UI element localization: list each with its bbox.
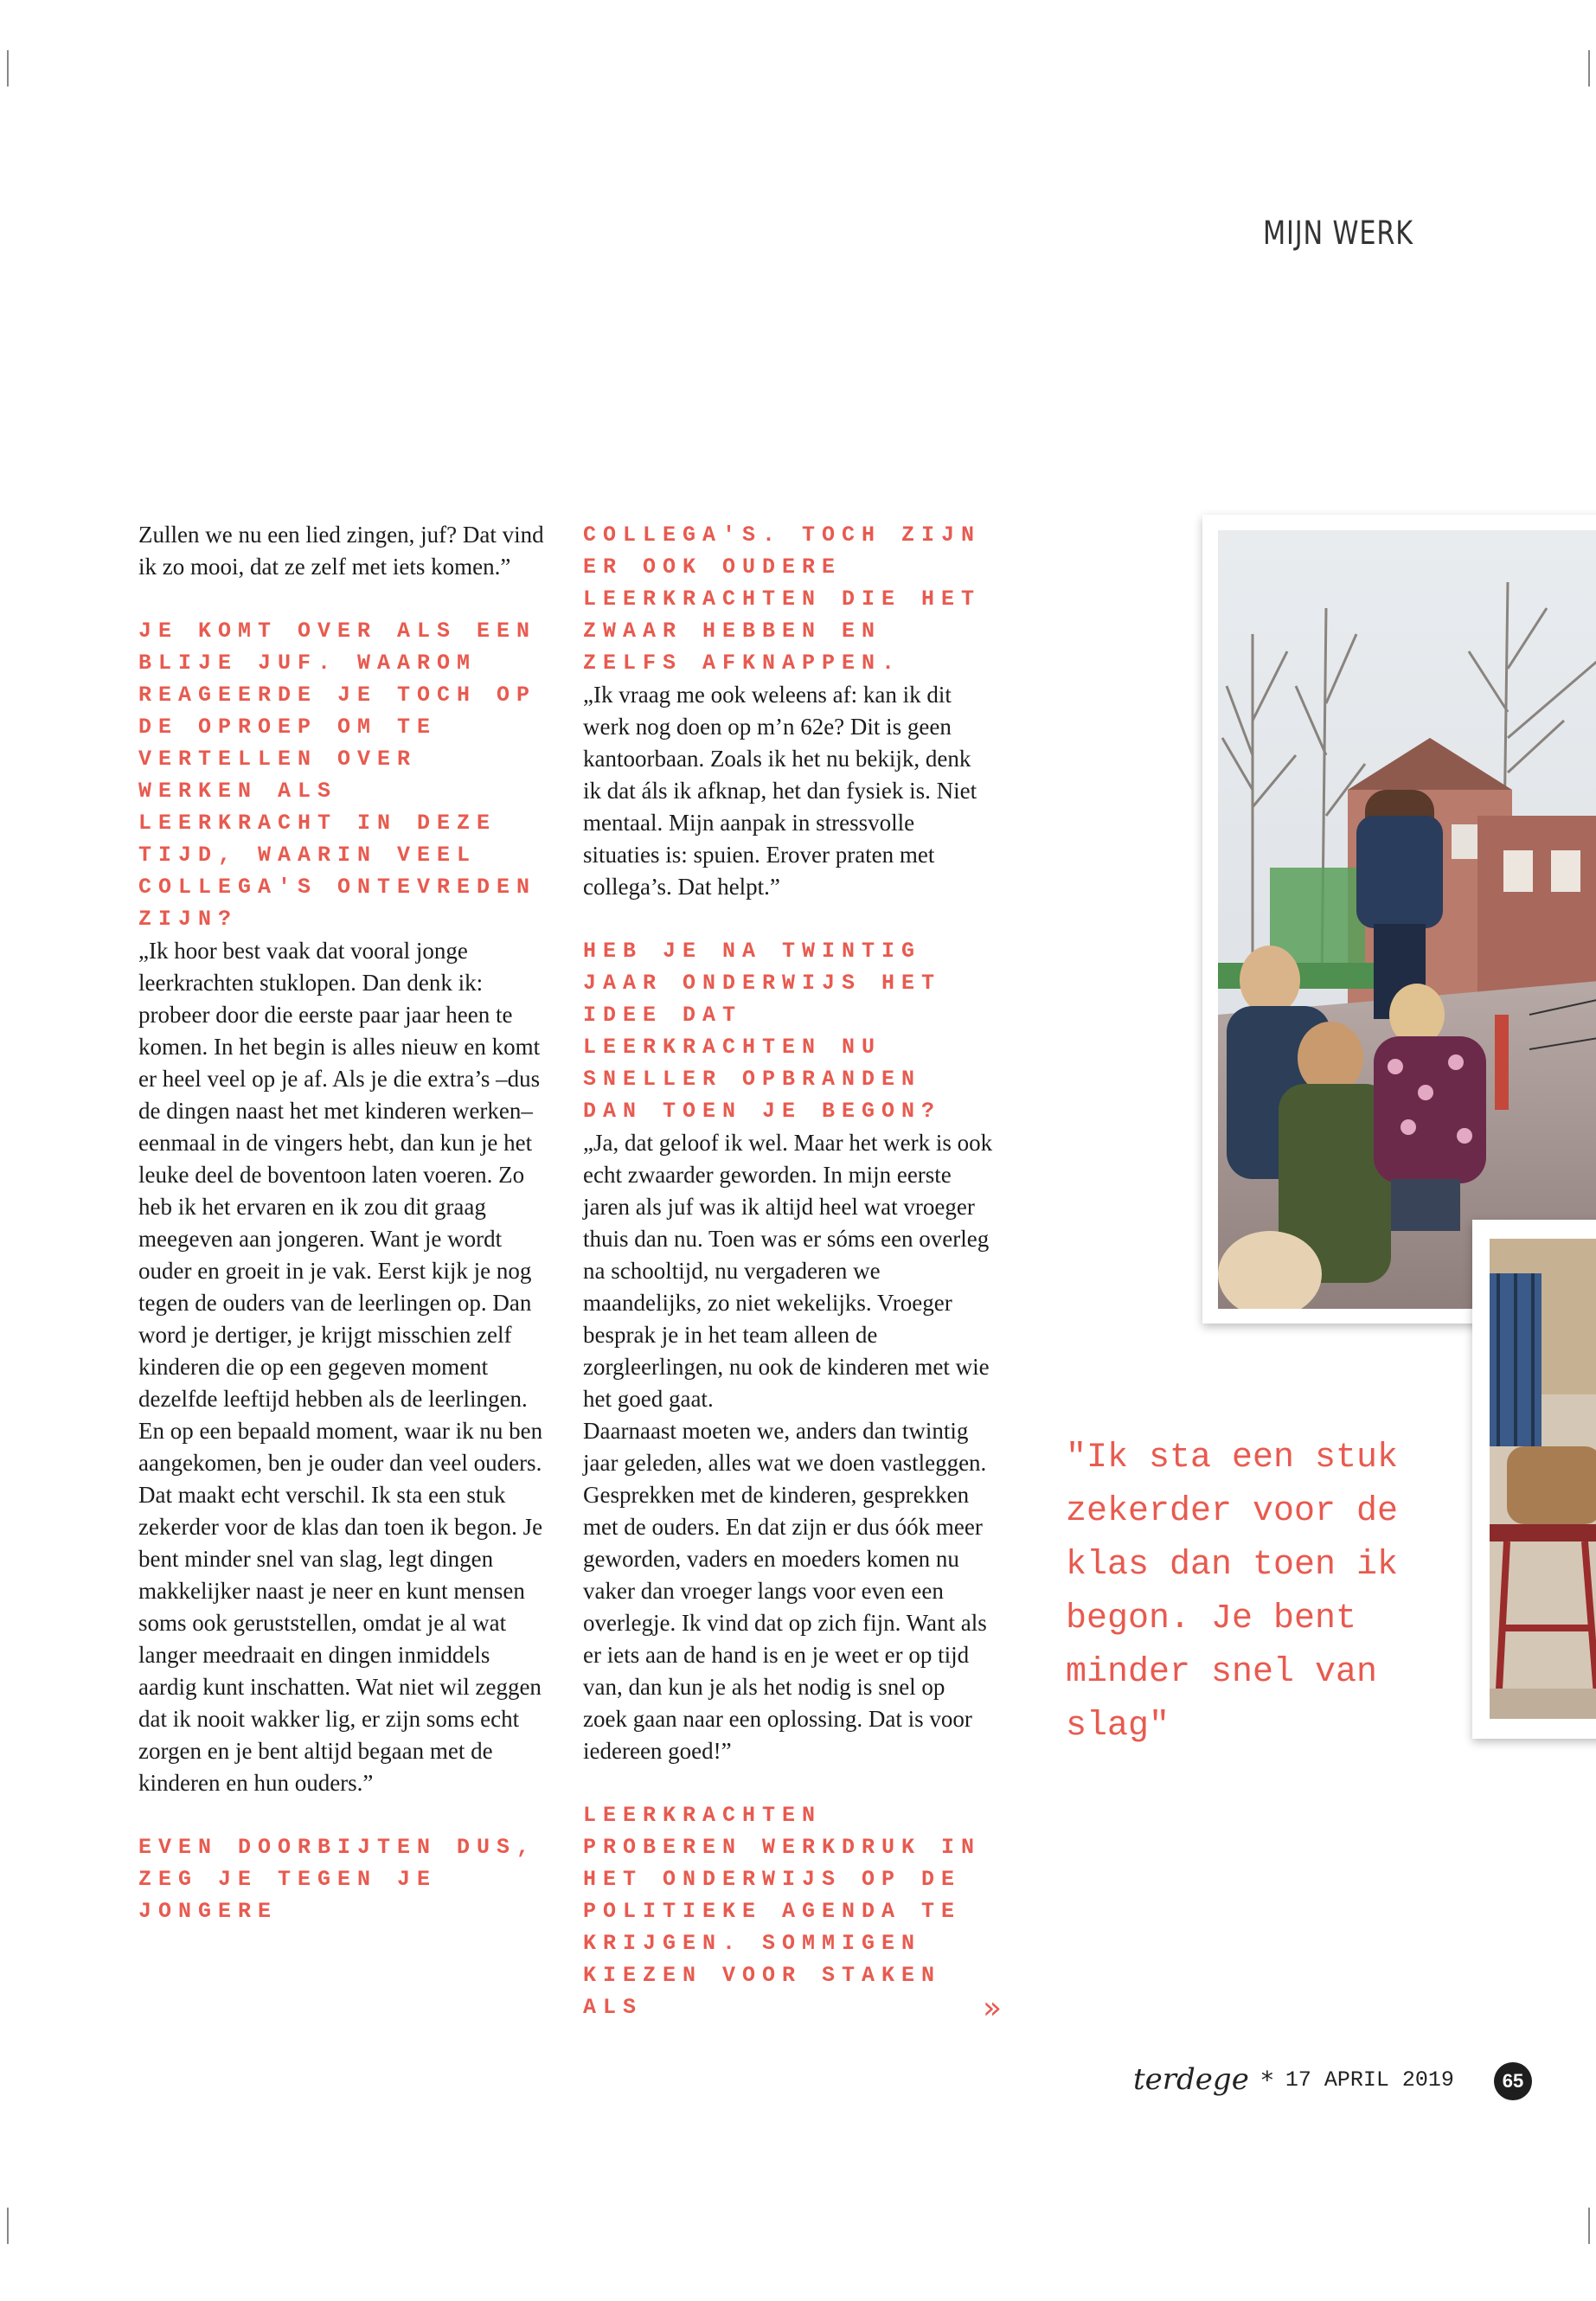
crop-mark-bottom-left <box>7 2208 9 2244</box>
article-column-2 <box>583 519 994 2023</box>
schoolyard-illustration <box>1218 530 1596 1309</box>
magazine-brand: terdege <box>1133 2062 1249 2097</box>
classroom-illustration <box>1490 1239 1596 1719</box>
paragraph-gap <box>583 1767 994 1799</box>
crop-mark-top-left <box>7 50 9 87</box>
crop-mark-top-right <box>1588 50 1590 87</box>
page-number: 65 <box>1494 2062 1532 2100</box>
interview-question: LEERKRACHTEN PROBEREN WERKDRUK IN HET ONDERWIJS OP DE POLITIEKE AGENDA TE KRIJGEN. SOMMIGEN KIEZEN VOOR STAKEN ALS <box>583 1803 982 2020</box>
body-paragraph: „Ja, dat geloof ik wel. Maar het werk is ook echt zwaarder geworden. In mijn eerste jaren als juf was ik altijd heel wat vroeger thuis dan nu. Toen was er sóms een overleg na schooltijd, nu vergaderen we maandelijks, zo niet wekelijks. Vroeger besprak je in het team alleen de zorgleerlingen, nu ook de kinderen met wie het goed gaat. <box>583 1130 993 1412</box>
paragraph-gap <box>138 583 545 615</box>
photo-schoolyard <box>1202 515 1596 1324</box>
interview-question: HEB JE NA TWINTIG JAAR ONDERWIJS HET IDEE DAT LEERKRACHTEN NU SNELLER OPBRANDEN DAN TOEN JE BEGON? <box>583 939 942 1124</box>
paragraph-gap <box>138 1799 545 1831</box>
article-column-1 <box>138 519 545 1927</box>
interview-question: COLLEGA'S. TOCH ZIJN ER OOK OUDERE LEERKRACHTEN DIE HET ZWAAR HEBBEN EN ZELFS AFKNAPPEN. <box>583 522 982 676</box>
crop-mark-bottom-right <box>1588 2208 1590 2244</box>
pull-quote: "Ik sta een stuk zekerder voor de klas dan toen ik begon. Je bent minder snel van slag" <box>1066 1439 1399 1746</box>
paragraph-gap <box>583 903 994 935</box>
issue-date: 17 APRIL 2019 <box>1285 2067 1454 2093</box>
page-footer <box>1133 2062 1454 2097</box>
photo-classroom <box>1472 1220 1596 1739</box>
interview-question: JE KOMT OVER ALS EEN BLIJE JUF. WAAROM REAGEERDE JE TOCH OP DE OPROEP OM TE VERTELLEN OVER WERKEN ALS LEERKRACHT IN DEZE TIJD, WAARIN VEEL COLLEGA'S ONTEVREDEN ZIJN? <box>138 619 537 932</box>
body-paragraph: „Ik vraag me ook weleens af: kan ik dit werk nog doen op m’n 62e? Dit is geen kantoorbaan. Zoals ik het nu bekijk, denk ik dat áls ik afknap, het dan fysiek is. Niet mentaal. Mijn aanpak in stressvolle situaties is: spuien. Erover praten met collega’s. Dat helpt.” <box>583 682 977 900</box>
body-paragraph: Zullen we nu een lied zingen, juf? Dat vind ik zo mooi, dat ze zelf met iets komen.” <box>138 522 544 580</box>
section-title: MIJN WERK <box>1263 215 1413 252</box>
body-paragraph: Daarnaast moeten we, anders dan twintig jaar geleden, alles wat we doen vastleggen. Gesprekken met de kinderen, gesprekken met de ouders. En dat zijn er dus óók meer geworden, vaders en moeders komen nu vaker dan vroeger langs voor even een overlegje. Ik vind dat op zich fijn. Want als er iets aan de hand is en je weet er op tijd van, dan kun je als het nodig is snel op zoek gaan naar een oplossing. Dat is voor iedereen goed!” <box>583 1418 987 1764</box>
body-paragraph: „Ik hoor best vaak dat vooral jonge leerkrachten stuklopen. Dan denk ik: probeer door die eerste paar jaar heen te komen. In het begin is alles nieuw en komt er heel veel op je af. Als je die extra’s –dus de dingen naast het met kinderen werken– eenmaal in de vingers hebt, dan kun je het leuke deel de boventoon laten voeren. Zo heb ik het ervaren en ik zou dit graag meegeven aan jongeren. Want je wordt ouder en groeit in je vak. Eerst kijk je nog tegen de ouders van de leerlingen op. Dan word je dertiger, je krijgt misschien zelf kinderen die op een gegeven moment dezelfde leeftijd hebben als de leerlingen. En op een bepaald moment, waar ik nu ben aangekomen, ben je ouder dan veel ouders. Dat maakt echt verschil. Ik sta een stuk zekerder voor de klas dan toen ik begon. Je bent minder snel van slag, legt dingen makkelijker naast je neer en kunt mensen soms ook geruststellen, omdat je al wat langer meedraait en dingen inmiddels aardig kunt inschatten. Wat niet wil zeggen dat ik nooit wakker lig, er zijn soms echt zorgen en je bent altijd begaan met de kinderen en hun ouders.” <box>138 938 543 1796</box>
interview-question: EVEN DOORBIJTEN DUS, ZEG JE TEGEN JE JONGERE <box>138 1835 537 1924</box>
continue-arrow-icon: » <box>983 1990 1003 2026</box>
footer-separator: * <box>1260 2065 1273 2094</box>
